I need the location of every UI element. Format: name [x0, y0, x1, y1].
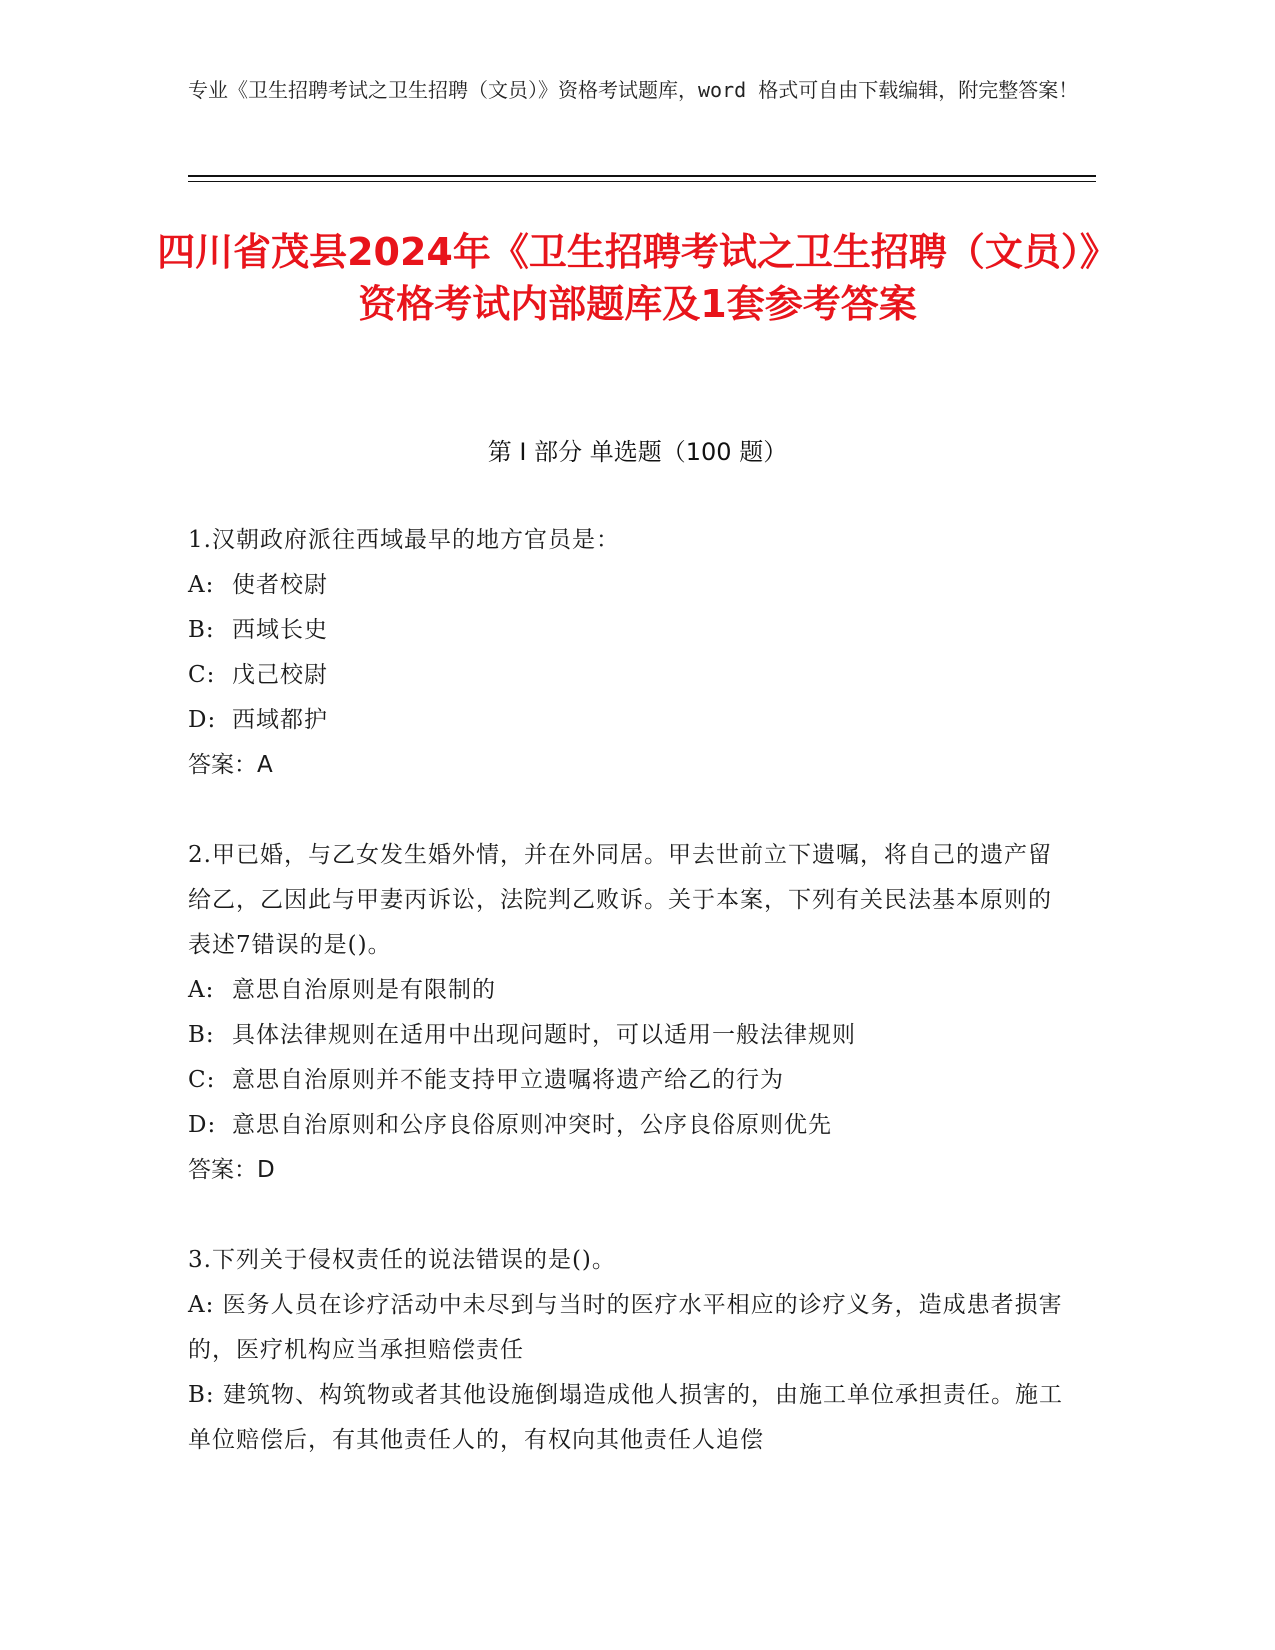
option-b — [188, 1373, 1068, 1463]
option-text: 戊己校尉 — [232, 662, 328, 688]
option-b — [188, 608, 1068, 653]
option-text: 意思自治原则是有限制的 — [232, 977, 496, 1003]
answer-line: 答案：A — [188, 752, 273, 778]
answer-line: 答案：D — [188, 1157, 275, 1183]
option-key: B: — [188, 1022, 215, 1048]
option-d — [188, 698, 1068, 743]
question-3 — [188, 1238, 1068, 1463]
option-key: C: — [188, 662, 216, 688]
option-key: D: — [188, 1112, 217, 1138]
option-text: 具体法律规则在适用中出现问题时，可以适用一般法律规则 — [232, 1022, 856, 1048]
option-text: 建筑物、构筑物或者其他设施倒塌造成他人损害的，由施工单位承担责任。施工单位赔偿后，有其他责任人的，有权向其他责任人追偿 — [188, 1382, 1063, 1453]
option-d — [188, 1103, 1068, 1148]
question-1 — [188, 518, 1068, 788]
option-key: A: — [188, 572, 215, 598]
header-divider-thick — [188, 175, 1096, 177]
option-c — [188, 1058, 1068, 1103]
option-text: 使者校尉 — [232, 572, 328, 598]
option-a — [188, 1283, 1068, 1373]
option-key: A: — [188, 977, 215, 1003]
header-note: 专业《卫生招聘考试之卫生招聘（文员）》资格考试题库，word 格式可自由下载编辑，附完整答案！ — [188, 78, 1079, 102]
document-title: 四川省茂县2024年《卫生招聘考试之卫生招聘（文员）》资格考试内部题库及1套参考答案 — [157, 230, 1118, 326]
option-a — [188, 563, 1068, 608]
option-text: 意思自治原则和公序良俗原则冲突时，公序良俗原则优先 — [232, 1112, 832, 1138]
question-2 — [188, 833, 1068, 1193]
section-title: 第 I 部分 单选题（100 题） — [487, 438, 788, 466]
option-text: 意思自治原则并不能支持甲立遗嘱将遗产给乙的行为 — [232, 1067, 784, 1093]
option-a — [188, 968, 1068, 1013]
question-stem: 1.汉朝政府派往西域最早的地方官员是： — [188, 527, 620, 553]
option-key: A: — [188, 1292, 215, 1318]
question-list — [188, 518, 1068, 1508]
option-key: C: — [188, 1067, 216, 1093]
option-key: D: — [188, 707, 217, 733]
question-stem: 3.下列关于侵权责任的说法错误的是()。 — [188, 1247, 616, 1273]
option-b — [188, 1013, 1068, 1058]
option-key: B: — [188, 617, 215, 643]
header-divider-thin — [188, 181, 1096, 182]
option-text: 西域都护 — [232, 707, 328, 733]
option-c — [188, 653, 1068, 698]
question-stem: 2.甲已婚，与乙女发生婚外情，并在外同居。甲去世前立下遗嘱，将自己的遗产留给乙，乙因此与甲妻丙诉讼，法院判乙败诉。关于本案，下列有关民法基本原则的表述7错误的是()。 — [188, 842, 1052, 958]
option-key: B: — [188, 1382, 215, 1408]
option-text: 西域长史 — [232, 617, 328, 643]
option-text: 医务人员在诊疗活动中未尽到与当时的医疗水平相应的诊疗义务，造成患者损害的，医疗机构应当承担赔偿责任 — [188, 1292, 1063, 1363]
